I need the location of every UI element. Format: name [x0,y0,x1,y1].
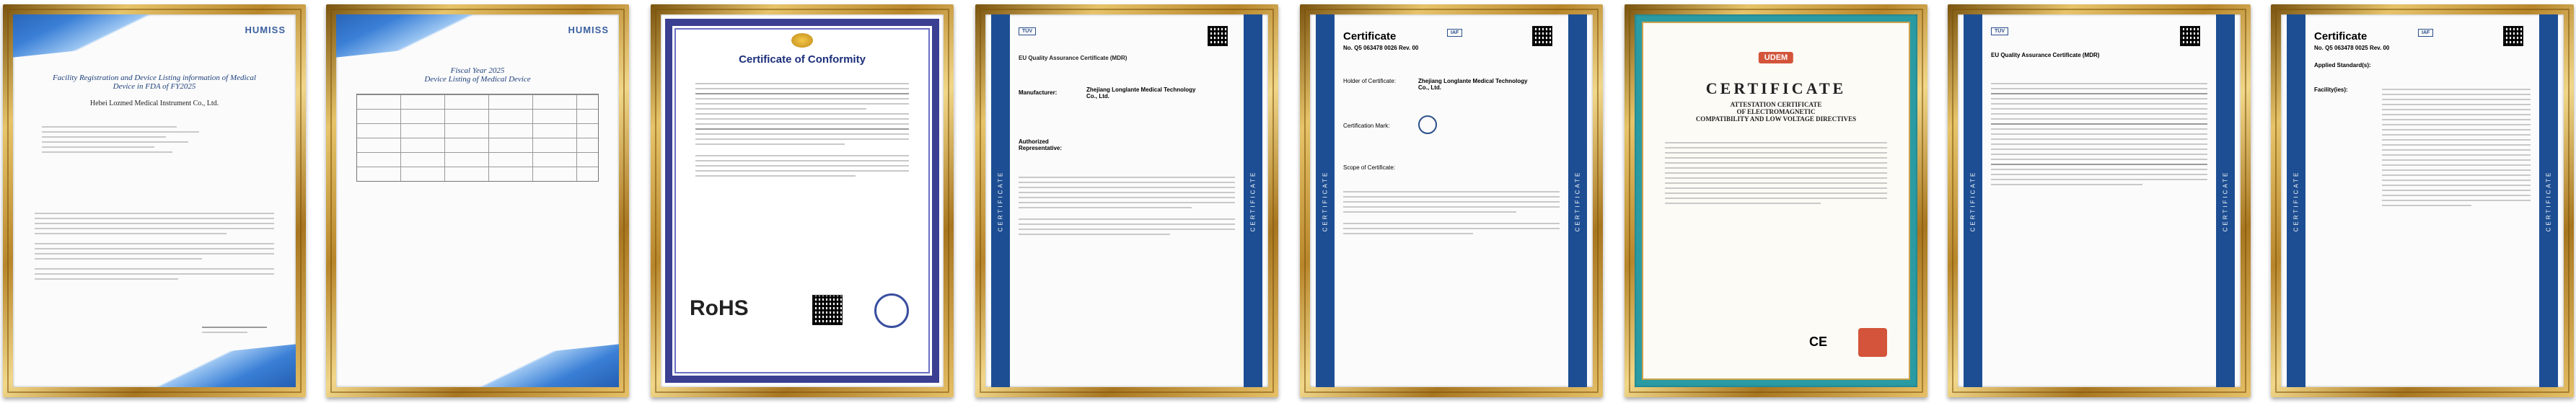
certificate-subtitle-3: COMPATIBILITY AND LOW VOLTAGE DIRECTIVES [1695,115,1857,123]
certificate-frame-7 [1948,4,2251,397]
certificate-subtitle-2: OF ELECTROMAGNETIC [1736,108,1816,115]
decorative-wave [142,342,296,387]
certification-mark-icon [1418,115,1437,134]
fda-registration-document [13,14,296,387]
certificate-document [1310,14,1593,387]
certificate-inner [1642,22,1910,380]
decorative-wave [336,14,497,60]
certificate-body [1991,79,2207,189]
tuv-logo: TÜV [1019,27,1036,35]
certificate-body [1665,138,1887,208]
holder-name: Zhejiang Longlante Medical Technology Co., Ltd. [1418,78,1528,91]
certificate-frame-2 [326,4,629,397]
certificate-body [1019,173,1235,239]
certificate-frame-3 [651,4,954,397]
certificate-frame-8 [2271,4,2574,397]
manufacturer-label: Manufacturer: [1019,89,1058,96]
certificate-side-strip: CERTIFICATE [2216,14,2235,387]
authorized-rep-label: Authorized Representative: [1019,138,1063,151]
cert-logo-icon [791,33,813,48]
signature-block [202,323,267,337]
certificate-subtitle-1: ATTESTATION CERTIFICATE [1730,101,1822,108]
qr-code [1208,26,1228,46]
device-listing-table [356,94,599,182]
ce-mark-icon: CE [1809,335,1828,349]
certificate-side-strip: CERTIFICATE [2539,14,2558,387]
certificate-side-strip: CERTIFICATE [1568,14,1587,387]
certificate-details [695,79,909,180]
certificate-side-strip: CERTIFICATE [991,14,1010,387]
certificate-frame-4 [975,4,1278,397]
body-text [42,123,267,156]
qr-code [2503,26,2523,46]
ornamental-border [665,19,939,383]
eu-mdr-certificate [1958,14,2241,387]
qr-code [1532,26,1552,46]
certificate-document [2281,14,2564,387]
certificate-title: CERTIFICATE [1705,79,1847,97]
qr-code [812,295,843,325]
certificate-body [1343,187,1560,238]
certificate-side-strip: CERTIFICATE [1244,14,1262,387]
certificate-side-strip: CERTIFICATE [2287,14,2305,387]
certificate-title: Certificate [1343,30,1397,43]
company-name: Hebei Lozmed Medical Instrument Co., Ltd. [89,99,219,107]
certificate-number: No. Q5 063478 0026 Rev. 00 [1343,45,1419,51]
emc-lvd-certificate [1635,14,1917,387]
applied-standards-label: Applied Standard(s): [2314,62,2371,68]
udem-seal-icon [1858,328,1887,357]
document-title-line1: Fiscal Year 2025 [450,66,505,75]
certificate-title: Certificate of Conformity [739,53,866,66]
humiss-logo: HUMISS [568,25,609,35]
certificate-frame-5 [1300,4,1603,397]
iaf-logo: IAF [2418,29,2433,37]
certificate-side-strip: CERTIFICATE [1316,14,1335,387]
rohs-label: RoHS [690,296,749,320]
scope-label: Scope of Certificate: [1343,164,1396,171]
certificate-frame-1 [3,4,306,397]
certificate-body [2382,85,2531,210]
certificate-title: Certificate [2314,30,2368,43]
document-title-line1: Facility Registration and Device Listing information of Medical [53,74,256,82]
certificate-of-conformity [661,14,944,387]
tuv-logo: TÜV [1991,27,2008,35]
seal-icon [874,293,909,328]
certificate-title: EU Quality Assurance Certificate (MDR) [1991,52,2100,58]
document-title-line2: Device in FDA of FY2025 [113,82,196,91]
body-paragraph [35,209,274,283]
document-title-line2: Device Listing of Medical Device [424,75,531,84]
mark-label: Certification Mark: [1343,123,1390,129]
eu-mdr-certificate [985,14,1268,387]
certificate-title: EU Quality Assurance Certificate (MDR) [1019,55,1127,61]
holder-label: Holder of Certificate: [1343,78,1396,84]
certificate-number: No. Q5 063478 0025 Rev. 00 [2314,45,2390,51]
facilities-label: Facility(ies): [2314,87,2348,93]
certificate-side-strip: CERTIFICATE [1964,14,1982,387]
decorative-wave [465,342,619,387]
device-listing-document [336,14,619,387]
udem-logo: UDEM [1759,52,1793,63]
certificate-frame-6 [1625,4,1927,397]
manufacturer-name: Zhejiang Longlante Medical Technology Co., Ltd. [1086,87,1196,99]
iaf-logo: IAF [1447,29,1462,37]
decorative-wave [13,14,174,60]
qr-code [2180,26,2200,46]
humiss-logo: HUMISS [245,25,286,35]
